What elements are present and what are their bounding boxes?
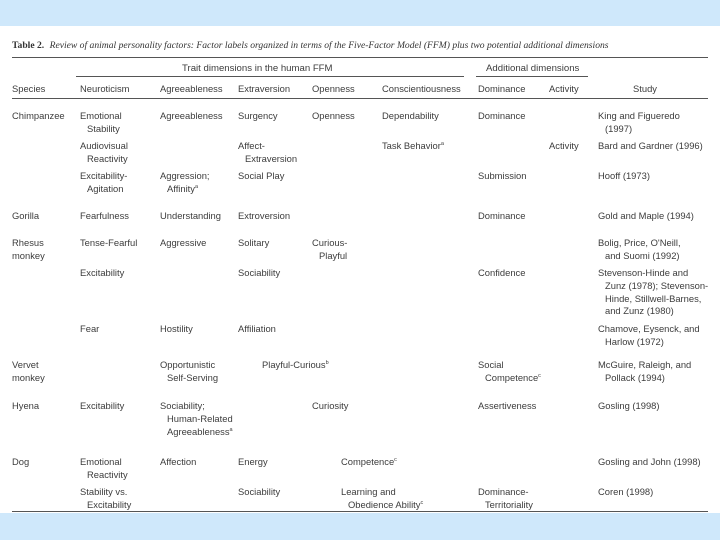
cell-study-line: Harlow (1972)	[605, 335, 664, 347]
column-header-activity: Activity	[549, 83, 579, 94]
cell-species-line: Hyena	[12, 400, 40, 411]
cell-neuroticism-line: Tense-Fearful	[80, 237, 138, 248]
cell-study	[598, 456, 701, 469]
cell-dominance-line: Territoriality	[485, 498, 533, 510]
column-header-agreeableness: Agreeableness	[160, 83, 223, 94]
span-text: Obedience Ability$^c$	[348, 498, 424, 510]
group-header-additional: Additional dimensions	[486, 63, 580, 74]
cell-neuroticism-line: Fear	[80, 323, 100, 334]
column-header-conscientiousness: Conscientiousness	[382, 83, 461, 94]
cell-dominance-line: Dominance	[478, 210, 526, 221]
cell-agreeableness	[160, 400, 233, 438]
cell-dominance-line: Submission	[478, 170, 527, 181]
column-header-dominance: Dominance	[478, 83, 526, 94]
cell-extraversion-line: Surgency	[238, 110, 278, 121]
additional-group-rule	[476, 76, 588, 77]
cell-extraversion	[238, 110, 278, 123]
cell-species-line: Dog	[12, 456, 30, 467]
footnote-marker: c	[420, 499, 424, 506]
cell-agreeableness	[160, 359, 218, 385]
cell-conscientiousness-line: Dependability	[382, 110, 439, 121]
cell-study-line: Hinde, Stillwell-Barnes,	[605, 292, 702, 304]
cell-agreeableness-line	[160, 183, 210, 196]
cell-study-line: Zunz (1978); Stevenson-	[605, 279, 709, 291]
group-header-ffm: Trait dimensions in the human FFM	[182, 63, 333, 74]
cell-openness	[312, 110, 355, 123]
cell-neuroticism	[80, 267, 124, 280]
cell-dominance	[478, 110, 525, 123]
cell-neuroticism	[80, 486, 131, 512]
cell-agreeableness-line: Affection	[160, 456, 197, 467]
cell-study-line: Hooff (1973)	[598, 170, 650, 181]
cell-study	[598, 359, 691, 385]
cell-extraversion-line: Energy	[238, 456, 268, 467]
cell-neuroticism	[80, 400, 124, 413]
column-header-neuroticism: Neuroticism	[80, 83, 130, 94]
caption-label: Table 2.	[12, 40, 45, 51]
cell-agreeableness	[160, 210, 221, 223]
cell-species-line: monkey	[12, 371, 45, 383]
table-caption	[12, 40, 712, 51]
cell-conscientiousness	[382, 140, 444, 153]
cell-openness-line: Playful	[319, 249, 348, 261]
cell-extraversion-line: Social Play	[238, 170, 285, 181]
cell-species	[12, 110, 65, 123]
cell-extraversion	[238, 237, 269, 250]
cell-agreeableness-line: Hostility	[160, 323, 193, 334]
span-text: Playful-Curious$^b$	[262, 359, 329, 370]
cell-study-line: (1997)	[605, 122, 633, 134]
cell-neuroticism-line: Fearfulness	[80, 210, 129, 221]
cell-extraversion-line: Affect-	[238, 140, 265, 151]
header-rule	[12, 98, 708, 99]
cell-activity-line: Activity	[549, 140, 579, 151]
cell-agreeableness-line: Sociability;	[160, 400, 205, 411]
cell-study	[598, 400, 660, 413]
cell-dominance-line: Confidence	[478, 267, 526, 278]
bottom-rule	[12, 511, 708, 512]
cell-species	[12, 456, 29, 469]
cell-dominance-line: Competence	[485, 371, 539, 383]
cell-neuroticism-line: Excitability-	[80, 170, 128, 181]
cell-agreeableness-line: Self-Serving	[167, 371, 219, 383]
cell-extraversion-line: Sociability	[238, 267, 281, 278]
ffm-group-rule	[76, 76, 464, 77]
footnote-marker: b	[325, 359, 329, 366]
cell-dominance	[478, 400, 536, 413]
column-header-openness: Openness	[312, 83, 355, 94]
cell-dominance-line: Social	[478, 359, 504, 370]
cell-dominance	[478, 267, 525, 280]
top-rule	[12, 57, 708, 58]
cell-dominance	[478, 359, 541, 385]
cell-dominance	[478, 170, 526, 183]
cell-openness-line: Curiosity	[312, 400, 349, 411]
cell-study-line: Coren (1998)	[598, 486, 654, 497]
table-page	[0, 26, 720, 513]
cell-neuroticism	[80, 323, 99, 336]
cell-agreeableness-line: Understanding	[160, 210, 221, 221]
cell-openness	[312, 237, 347, 263]
cell-neuroticism-line: Agitation	[87, 182, 124, 194]
cell-openness	[312, 400, 348, 413]
cell-neuroticism-line: Stability	[87, 122, 120, 134]
cell-study-line: Gold and Maple (1994)	[598, 210, 694, 221]
cell-agreeableness	[160, 237, 206, 250]
cell-extraversion-line: Sociability	[238, 486, 281, 497]
cell-study	[598, 210, 694, 223]
column-header-extraversion: Extraversion	[238, 83, 291, 94]
cell-study	[598, 170, 650, 183]
caption-text: Review of animal personality factors: Factor labels organized in terms of the Five-Factor Model (FFM) plus two potential additional dimensions	[49, 40, 609, 51]
cell-agreeableness-line: Aggression;	[160, 170, 210, 181]
cell-neuroticism-line: Reactivity	[87, 152, 128, 164]
cell-agreeableness-line: Aggressive	[160, 237, 207, 248]
cell-study	[598, 237, 681, 263]
cell-extraversion	[238, 456, 268, 469]
cell-study-line: Bard and Gardner (1996)	[598, 140, 703, 151]
cell-conscientiousness-line: Task Behavior	[382, 140, 441, 151]
cell-study	[598, 140, 703, 153]
cell-spanning-extraversion-openness-span	[262, 359, 329, 372]
cell-study-line: and Zunz (1980)	[605, 305, 674, 317]
cell-agreeableness	[160, 170, 210, 196]
cell-agreeableness-line: Opportunistic	[160, 359, 216, 370]
cell-study	[598, 323, 700, 349]
cell-neuroticism-line: Emotional	[80, 456, 122, 467]
cell-study-line: Gosling and John (1998)	[598, 456, 701, 467]
cell-extraversion-line: Solitary	[238, 237, 270, 248]
cell-spanning-openness-conscientiousness-span	[341, 456, 397, 469]
cell-species	[12, 359, 45, 385]
cell-extraversion	[238, 210, 290, 223]
cell-neuroticism	[80, 456, 128, 482]
footnote-marker: c	[538, 372, 541, 379]
cell-neuroticism-line: Audiovisual	[80, 140, 128, 151]
cell-neuroticism-line: Reactivity	[87, 468, 128, 480]
cell-neuroticism-line: Emotional	[80, 110, 122, 121]
cell-species-line: Gorilla	[12, 210, 40, 221]
cell-agreeableness-line: Affinity	[167, 182, 195, 194]
cell-species-line: Chimpanzee	[12, 110, 65, 121]
cell-dominance-line: Assertiveness	[478, 400, 537, 411]
cell-extraversion-line: Extroversion	[238, 210, 291, 221]
cell-dominance-line: Dominance	[478, 110, 526, 121]
cell-agreeableness	[160, 323, 193, 336]
cell-conscientiousness	[382, 110, 439, 123]
cell-study-line: Chamove, Eysenck, and	[598, 323, 700, 334]
cell-dominance	[478, 486, 533, 512]
cell-study	[598, 486, 653, 499]
cell-study-line: McGuire, Raleigh, and	[598, 359, 692, 370]
cell-neuroticism	[80, 210, 129, 223]
cell-extraversion	[238, 267, 280, 280]
cell-openness-line: Openness	[312, 110, 355, 121]
cell-openness-line: Curious-	[312, 237, 348, 248]
cell-study-line: King and Figueredo	[598, 110, 680, 121]
cell-study	[598, 267, 708, 318]
cell-spanning-openness-conscientiousness-span	[341, 486, 423, 512]
cell-conscientiousness-line	[382, 140, 444, 153]
cell-study	[598, 110, 680, 136]
cell-neuroticism-line: Excitability	[87, 498, 132, 510]
footnote-marker: a	[440, 140, 444, 147]
span-text: Competence$^c$	[341, 456, 397, 467]
cell-dominance-line	[478, 372, 541, 385]
column-header-study: Study	[633, 83, 657, 94]
cell-extraversion	[238, 140, 297, 166]
cell-neuroticism-line: Stability vs.	[80, 486, 128, 497]
cell-extraversion	[238, 170, 284, 183]
cell-agreeableness-line: Agreeableness	[160, 110, 223, 121]
cell-species-line: monkey	[12, 249, 45, 261]
cell-neuroticism-line: Excitability	[80, 267, 125, 278]
cell-activity	[549, 140, 579, 153]
cell-neuroticism	[80, 170, 127, 196]
cell-extraversion	[238, 486, 280, 499]
cell-neuroticism	[80, 140, 128, 166]
cell-neuroticism-line: Excitability	[80, 400, 125, 411]
footnote-marker: c	[394, 456, 397, 463]
cell-study-line: Bolig, Price, O'Neill,	[598, 237, 681, 248]
cell-species-line: Vervet	[12, 359, 39, 370]
cell-species	[12, 210, 39, 223]
cell-study-line: Gosling (1998)	[598, 400, 660, 411]
column-header-species: Species	[12, 83, 46, 94]
cell-study-line: Stevenson-Hinde and	[598, 267, 689, 278]
cell-extraversion-line: Extraversion	[245, 152, 298, 164]
footnote-marker: a	[229, 426, 233, 433]
cell-species	[12, 237, 45, 263]
cell-neuroticism	[80, 237, 137, 250]
cell-neuroticism	[80, 110, 122, 136]
cell-agreeableness	[160, 456, 196, 469]
span-text: Learning and	[341, 486, 396, 497]
cell-species	[12, 400, 39, 413]
cell-dominance-line: Dominance-	[478, 486, 529, 497]
cell-agreeableness-line: Agreeableness	[167, 425, 230, 437]
cell-dominance	[478, 210, 525, 223]
cell-extraversion	[238, 323, 276, 336]
cell-study-line: and Suomi (1992)	[605, 249, 680, 261]
cell-agreeableness	[160, 110, 223, 123]
cell-species-line: Rhesus	[12, 237, 44, 248]
cell-agreeableness-line	[160, 426, 233, 439]
footnote-marker: a	[194, 183, 199, 190]
cell-extraversion-line: Affiliation	[238, 323, 276, 334]
cell-agreeableness-line: Human-Related	[167, 412, 233, 424]
cell-study-line: Pollack (1994)	[605, 371, 665, 383]
